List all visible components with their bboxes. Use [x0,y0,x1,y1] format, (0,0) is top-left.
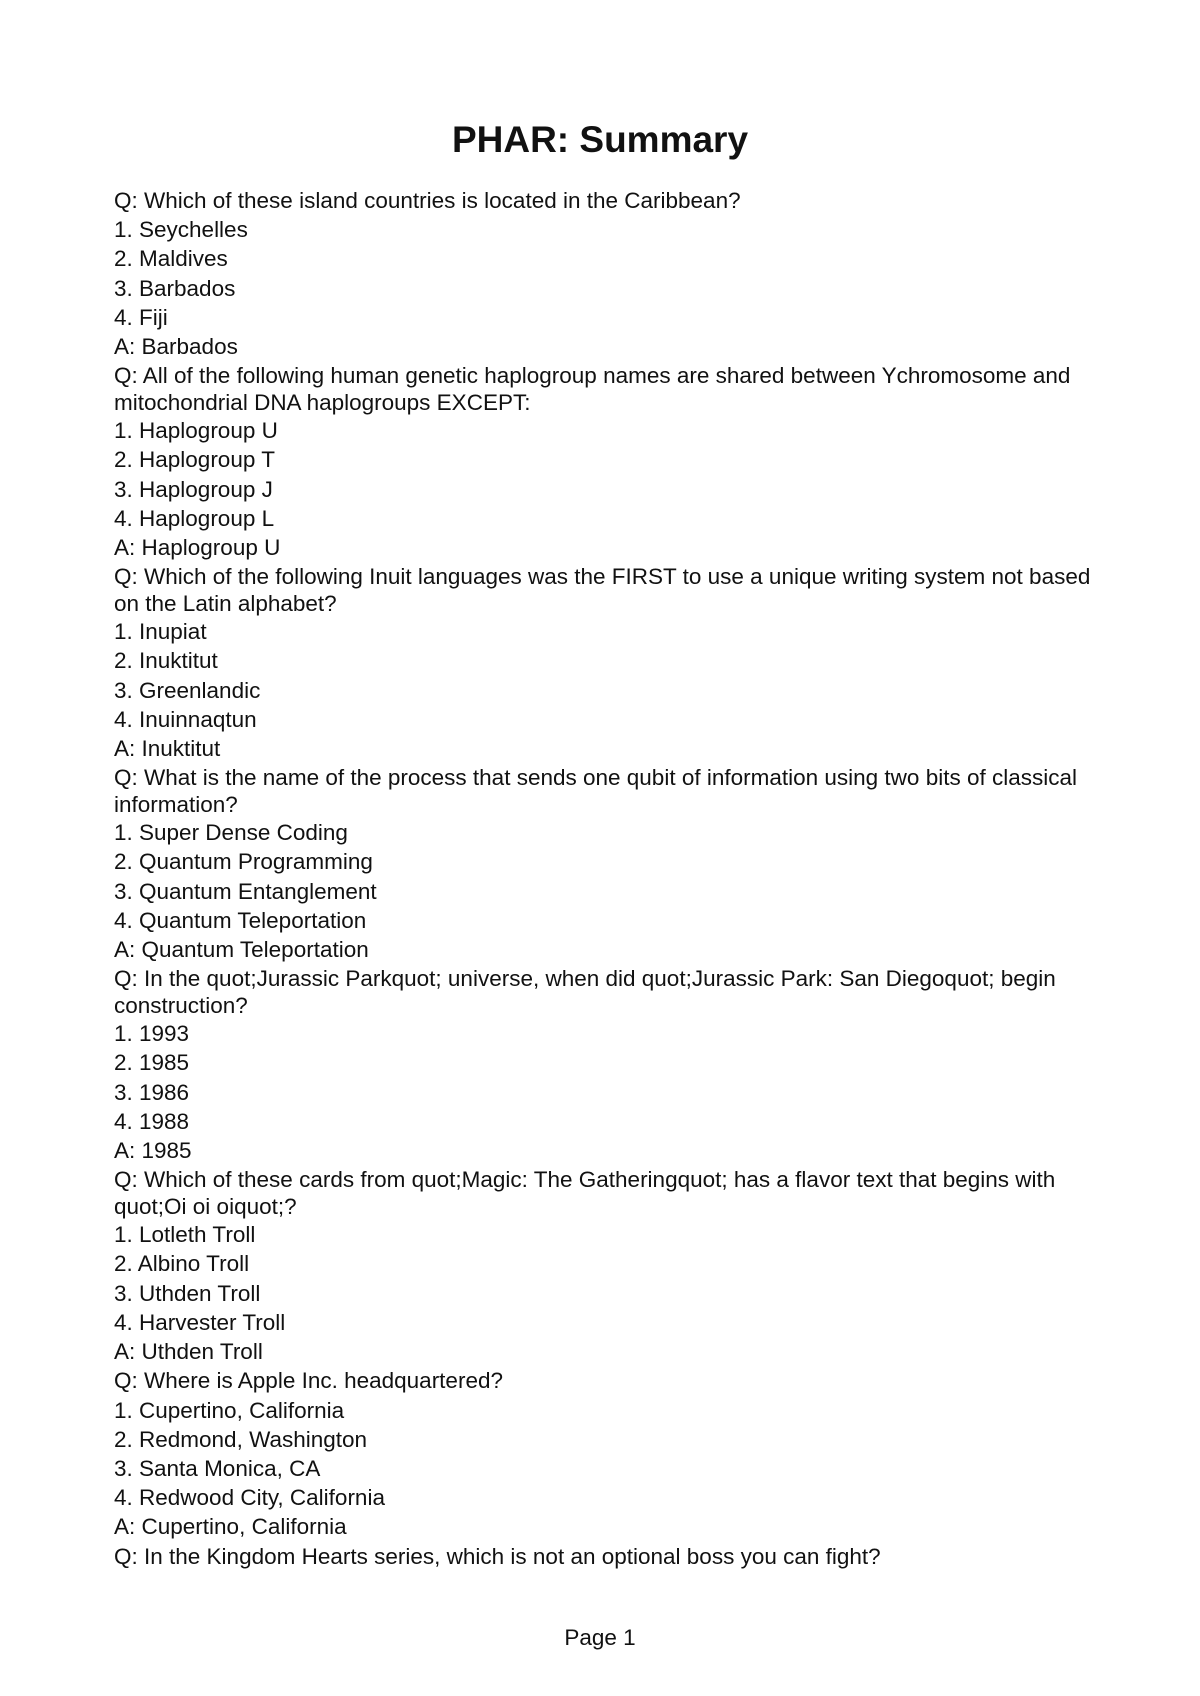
answer-text: A: Cupertino, California [114,1514,347,1540]
answer-text: A: Barbados [114,334,238,360]
qa-item [114,964,1104,1165]
option-text: 1. Seychelles [114,217,248,243]
document-title: PHAR: Summary [451,119,749,160]
option-text: 2. Redmond, Washington [114,1426,368,1452]
option-text: 2. Inuktitut [114,648,218,674]
option-text: 3. 1986 [114,1079,190,1105]
option-text: 3. Haplogroup J [114,476,273,502]
qa-item [114,361,1104,562]
option-text: 3. Greenlandic [114,677,261,703]
answer-text: A: Haplogroup U [114,535,281,561]
option-text: 2. Albino Troll [114,1251,250,1277]
answer-text: A: Uthden Troll [114,1339,263,1365]
qa-item [114,562,1104,763]
option-text: 1. Lotleth Troll [114,1222,256,1248]
question-text: Q: Which of the following Inuit languages was the FIRST to use a unique writing system not based on the Latin alphabet? [114,564,1091,616]
qa-item [114,1165,1104,1366]
qa-item [114,763,1104,964]
option-text: 1. 1993 [114,1021,190,1047]
option-text: 3. Quantum Entanglement [114,878,377,904]
option-text: 1. Super Dense Coding [114,820,348,846]
option-text: 3. Barbados [114,275,236,301]
option-text: 4. Quantum Teleportation [114,907,367,933]
question-text: Q: In the Kingdom Hearts series, which is not an optional boss you can fight? [114,1543,881,1569]
option-text: 2. Maldives [114,246,228,272]
option-text: 2. Quantum Programming [114,849,373,875]
qa-list [114,186,1104,1571]
question-text: Q: All of the following human genetic haplogroup names are shared between Ychromosome and mitochondrial DNA haplogroups EXCEPT: [114,363,1071,415]
option-text: 4. Redwood City, California [114,1485,385,1511]
option-text: 4. 1988 [114,1108,190,1134]
question-text: Q: In the quot;Jurassic Parkquot; universe, when did quot;Jurassic Park: San Diegoquot; begin construction? [114,966,1056,1018]
qa-item [114,1366,1104,1541]
option-text: 4. Inuinnaqtun [114,706,257,732]
option-text: 4. Haplogroup L [114,505,275,531]
page-number: Page 1 [564,1625,636,1650]
qa-item [114,1542,1104,1571]
option-text: 2. Haplogroup T [114,447,275,473]
option-text: 3. Santa Monica, CA [114,1455,321,1481]
option-text: 1. Haplogroup U [114,418,278,444]
option-text: 2. 1985 [114,1050,190,1076]
option-text: 4. Harvester Troll [114,1309,286,1335]
option-text: 3. Uthden Troll [114,1280,261,1306]
option-text: 1. Cupertino, California [114,1397,345,1423]
answer-text: A: 1985 [114,1138,192,1164]
question-text: Q: What is the name of the process that sends one qubit of information using two bits of classical information? [114,765,1077,817]
answer-text: A: Inuktitut [114,736,221,762]
answer-text: A: Quantum Teleportation [114,937,369,963]
qa-item [114,186,1104,361]
question-text: Q: Where is Apple Inc. headquartered? [114,1368,503,1394]
question-text: Q: Which of these cards from quot;Magic: The Gatheringquot; has a flavor text that begins with quot;Oi oi oiquot;? [114,1167,1056,1219]
option-text: 1. Inupiat [114,619,207,645]
question-text: Q: Which of these island countries is located in the Caribbean? [114,188,741,213]
option-text: 4. Fiji [114,304,168,330]
